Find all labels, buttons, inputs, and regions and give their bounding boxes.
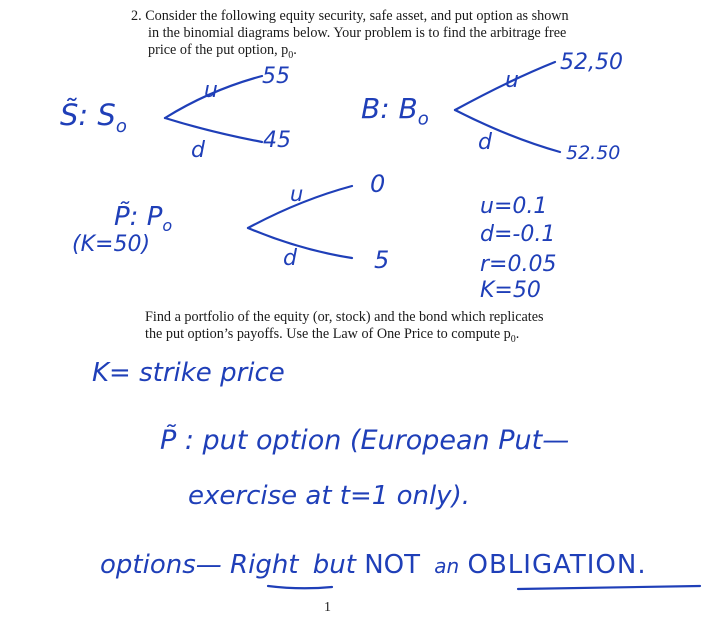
an-word: an [434,554,460,578]
right-word: Right [230,550,299,580]
note-strike: K= strike price [92,358,285,388]
underline-right [268,586,332,588]
param-k: K=50 [480,278,541,303]
instruction [145,309,575,348]
bond-up-value: 52,50 [560,50,623,75]
not-word: NOT [364,550,421,580]
but-word: but [312,550,356,580]
param-u: u=0.1 [480,194,548,219]
note-put-definition: P̃ : put option (European Put— [160,425,570,456]
param-d: d=-0.1 [480,222,556,247]
note-options [100,550,647,580]
options-prefix: options— [100,550,231,580]
stock-down-value: 45 [263,128,291,153]
obligation-word: OBLIGATION. [467,550,647,580]
problem-line-3: price of the put option, $p_0$. [148,42,297,61]
put-down-branch [248,228,352,258]
underline-obligation [518,586,700,589]
put-strike-note: (K=50) [72,232,151,257]
put-up-value: 0 [370,170,386,198]
put-label: P̃: $P_o$ [114,202,173,236]
put-down-value: 5 [374,246,390,274]
problem-line-2: in the binomial diagrams below. Your problem is to find the arbitrage free [148,25,567,41]
bond-down-value: 52.50 [566,142,621,164]
stock-label: S̃: $S_o$ [60,98,127,137]
bond-down-label: d [478,130,492,155]
page-number: 1 [324,600,331,615]
bond-label: B: $B_o$ [361,92,429,130]
problem-line-1: 2. Consider the following equity security, safe asset, and put option as shown [131,8,569,24]
stock-up-label: u [204,78,218,103]
instruction-line-1: Find a portfolio of the equity (or, stock) and the bond which replicates [145,309,544,325]
stock-down-branch [165,118,262,142]
param-r: r=0.05 [480,252,557,277]
note-exercise: exercise at t=1 only). [188,481,470,511]
stock-up-value: 55 [262,64,290,89]
bond-up-label: u [505,68,519,93]
put-up-label: u [290,182,304,206]
instruction-line-2: the put option’s payoffs. Use the Law of One Price to compute $p_0$. [145,326,520,345]
put-down-label: d [283,246,297,271]
stock-down-label: d [191,138,205,163]
bond-down-branch [455,110,560,152]
problem-number: 2. [131,8,142,24]
